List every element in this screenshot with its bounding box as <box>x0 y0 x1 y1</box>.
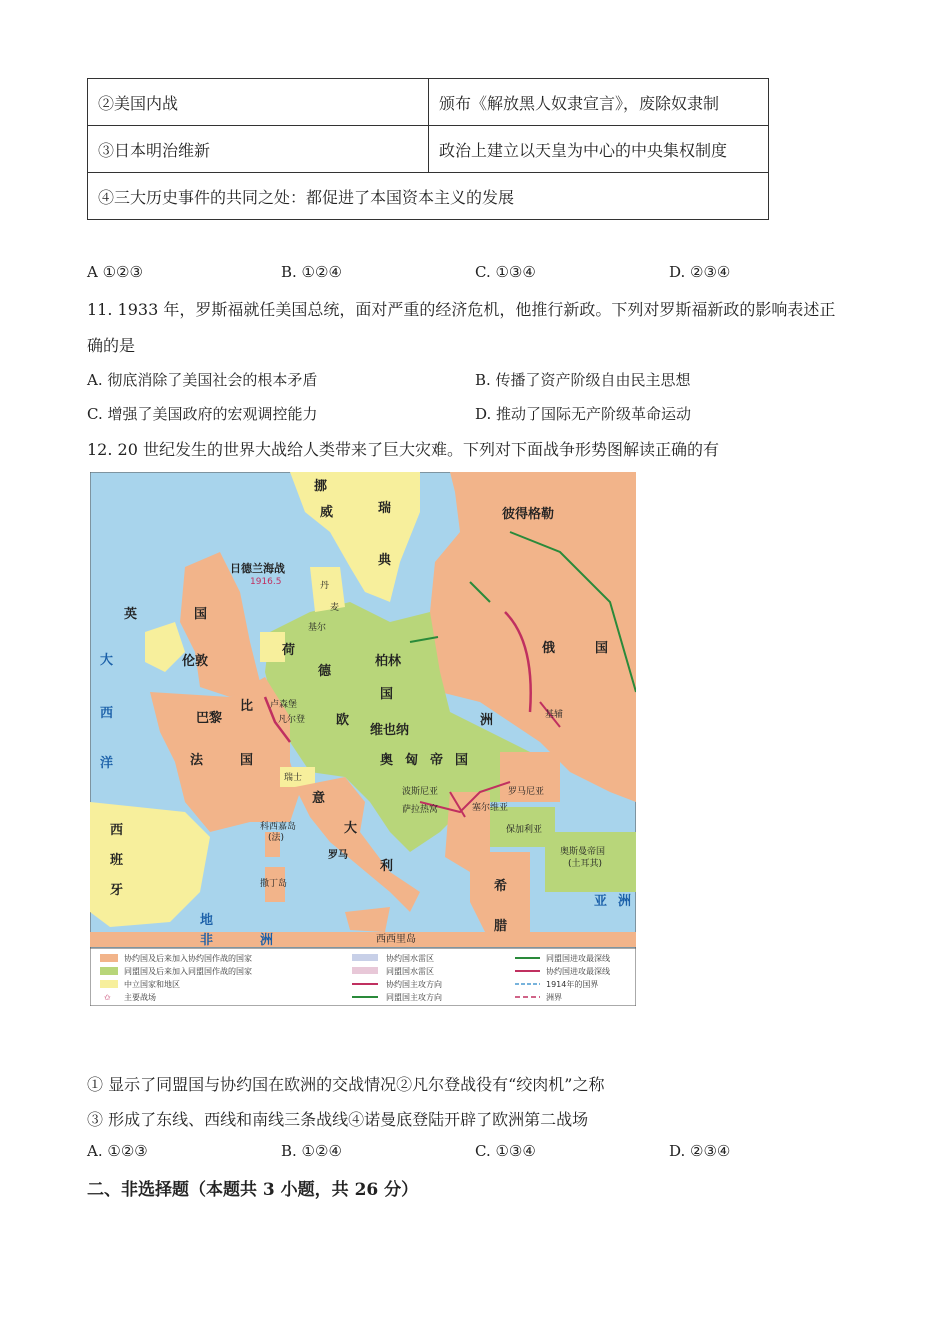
map-label-atlantic: 西 <box>100 706 114 721</box>
legend-1914-border: 1914年的国界 <box>546 980 599 989</box>
map-label-spain: 班 <box>110 853 124 868</box>
map-label-asia: 亚 <box>594 894 608 909</box>
section-title: 二、非选择题（本题共 3 小题，共 26 分） <box>87 1180 419 1200</box>
map-label-bulgaria: 保加利亚 <box>506 825 543 835</box>
legend-central: 同盟国及后来加入同盟国作战的国家 <box>124 967 252 976</box>
map-label-serbia: 塞尔维亚 <box>472 803 509 813</box>
legend-central-attack: 同盟国主攻方向 <box>386 993 442 1002</box>
map-label-germany: 德 <box>318 664 332 679</box>
option-c[interactable]: C. 增强了美国政府的宏观调控能力 <box>87 405 318 423</box>
map-label-italy: 利 <box>380 859 394 874</box>
table-summary-cell: ④三大历史事件的共同之处：都促进了本国资本主义的发展 <box>88 173 769 220</box>
map-label-rome: 罗马 <box>328 850 348 861</box>
option-d[interactable]: D. ②③④ <box>669 263 731 281</box>
map-label-sicily: 西西里岛 <box>376 934 416 945</box>
map-label-turkey: (土耳其) <box>568 859 603 869</box>
map-label-russia: 国 <box>595 641 609 656</box>
option-d[interactable]: D. 推动了国际无产阶级革命运动 <box>475 405 692 423</box>
map-label-switzerland: 瑞士 <box>284 773 303 783</box>
map-label-atlantic: 大 <box>100 653 114 668</box>
map-label-mediterranean: 地 <box>200 913 214 928</box>
map-label-africa: 洲 <box>260 933 274 948</box>
wwi-europe-map <box>90 472 636 1006</box>
option-b[interactable]: B. ①②④ <box>281 263 342 281</box>
map-label-norway: 威 <box>320 505 334 520</box>
q12-statement-2: ③ 形成了东线、西线和南线三条战线④诺曼底登陆开辟了欧洲第二战场 <box>87 1110 589 1129</box>
map-label-bosnia: 波斯尼亚 <box>402 787 439 797</box>
map-label-denmark: 麦 <box>330 603 340 613</box>
map-label-uk: 英 <box>124 607 138 622</box>
map-label-spain: 牙 <box>110 883 124 898</box>
legend-entente-attack: 协约国主攻方向 <box>386 980 442 989</box>
map-label-russia: 俄 <box>542 641 556 656</box>
map-label-italy: 大 <box>344 821 358 836</box>
map-label-norway: 挪 <box>314 479 328 494</box>
map-label-sarajevo: 萨拉热窝 <box>402 805 439 815</box>
map-label-ottoman: 奥斯曼帝国 <box>560 847 606 857</box>
map-label-austria-hungary: 奥匈帝国 <box>380 753 481 768</box>
map-label-sweden: 典 <box>378 553 392 568</box>
option-c[interactable]: C. ①③④ <box>475 263 536 281</box>
q12-statement-1: ① 显示了同盟国与协约国在欧洲的交战情况②凡尔登战役有“绞肉机”之称 <box>87 1075 605 1094</box>
map-label-jutland-date: 1916.5 <box>250 577 282 587</box>
option-d[interactable]: D. ②③④ <box>669 1142 731 1160</box>
legend-entente-mines: 协约国水雷区 <box>386 954 434 963</box>
map-label-corsica-fr: (法) <box>268 833 285 843</box>
map-label-asia: 洲 <box>618 894 632 909</box>
option-a[interactable]: A. 彻底消除了美国社会的根本矛盾 <box>87 371 318 389</box>
map-label-europe: 欧 <box>336 713 350 728</box>
map-label-denmark: 丹 <box>320 581 330 591</box>
map-label-spain: 西 <box>110 823 124 838</box>
q11-stem-line1: 11. 1933 年，罗斯福就任美国总统，面对严重的经济危机，他推行新政。下列对罗斯福新政的影响表述正 <box>87 300 836 319</box>
map-label-corsica: 科西嘉岛 <box>260 822 297 832</box>
option-c[interactable]: C. ①③④ <box>475 1142 536 1160</box>
legend-entente: 协约国及后来加入协约国作战的国家 <box>124 954 252 963</box>
map-label-luxembourg: 卢森堡 <box>270 700 298 710</box>
map-label-africa: 非 <box>200 933 214 948</box>
map-label-italy: 意 <box>312 791 326 806</box>
table-cell-event: ②美国内战 <box>88 79 429 126</box>
option-b[interactable]: B. 传播了资产阶级自由民主思想 <box>475 371 691 389</box>
q11-stem-line2: 确的是 <box>87 336 136 355</box>
map-label-kiev: 基辅 <box>545 710 564 720</box>
legend-central-deepest: 同盟国进攻最深线 <box>546 954 610 963</box>
map-label-uk: 国 <box>194 607 208 622</box>
map-label-europe: 洲 <box>480 713 494 728</box>
map-label-greece: 希 <box>494 879 508 894</box>
table-cell-event: ③日本明治维新 <box>88 126 429 173</box>
legend-entente-deepest: 协约国进攻最深线 <box>546 967 610 976</box>
map-label-france: 法 <box>190 753 204 768</box>
table-cell-content: 政治上建立以天皇为中心的中央集权制度 <box>429 126 769 173</box>
option-a[interactable]: A. ①②③ <box>87 1142 148 1160</box>
table-row <box>88 173 769 220</box>
map-label-greece: 腊 <box>494 919 508 934</box>
map-label-kiel: 基尔 <box>308 623 327 633</box>
star-icon: ✩ <box>104 993 111 1002</box>
legend-battlefield: 主要战场 <box>124 993 156 1002</box>
legend-central-mines: 同盟国水雷区 <box>386 967 434 976</box>
map-label-sweden: 瑞 <box>378 501 392 516</box>
map-label-atlantic: 洋 <box>100 756 114 771</box>
africa-region <box>90 932 636 947</box>
map-label-petrograd: 彼得格勒 <box>502 507 555 522</box>
map-label-jutland: 日德兰海战 <box>230 562 285 575</box>
map-label-netherlands: 荷 <box>282 643 296 658</box>
map-label-verdun: 凡尔登 <box>278 715 306 725</box>
map-label-belgium: 比 <box>240 699 254 714</box>
legend-neutral: 中立国家和地区 <box>124 980 180 989</box>
map-label-france: 国 <box>240 753 254 768</box>
map-label-germany: 国 <box>380 687 394 702</box>
map-label-sardinia: 撒丁岛 <box>260 879 288 889</box>
map-label-vienna: 维也纳 <box>370 723 410 738</box>
table-row <box>88 79 769 126</box>
option-a[interactable]: A ①②③ <box>87 263 143 281</box>
table-cell-content: 颁布《解放黑人奴隶宣言》，废除奴隶制 <box>429 79 769 126</box>
history-events-table <box>87 78 769 220</box>
table-row <box>88 126 769 173</box>
map-label-london: 伦敦 <box>182 654 209 669</box>
map-label-berlin: 柏林 <box>375 654 402 669</box>
legend-continent-border: 洲界 <box>546 993 562 1002</box>
map-label-paris: 巴黎 <box>196 711 223 726</box>
map-label-romania: 罗马尼亚 <box>508 787 545 797</box>
option-b[interactable]: B. ①②④ <box>281 1142 342 1160</box>
q12-stem: 12. 20 世纪发生的世界大战给人类带来了巨大灾难。下列对下面战争形势图解读正确的有 <box>87 440 719 459</box>
